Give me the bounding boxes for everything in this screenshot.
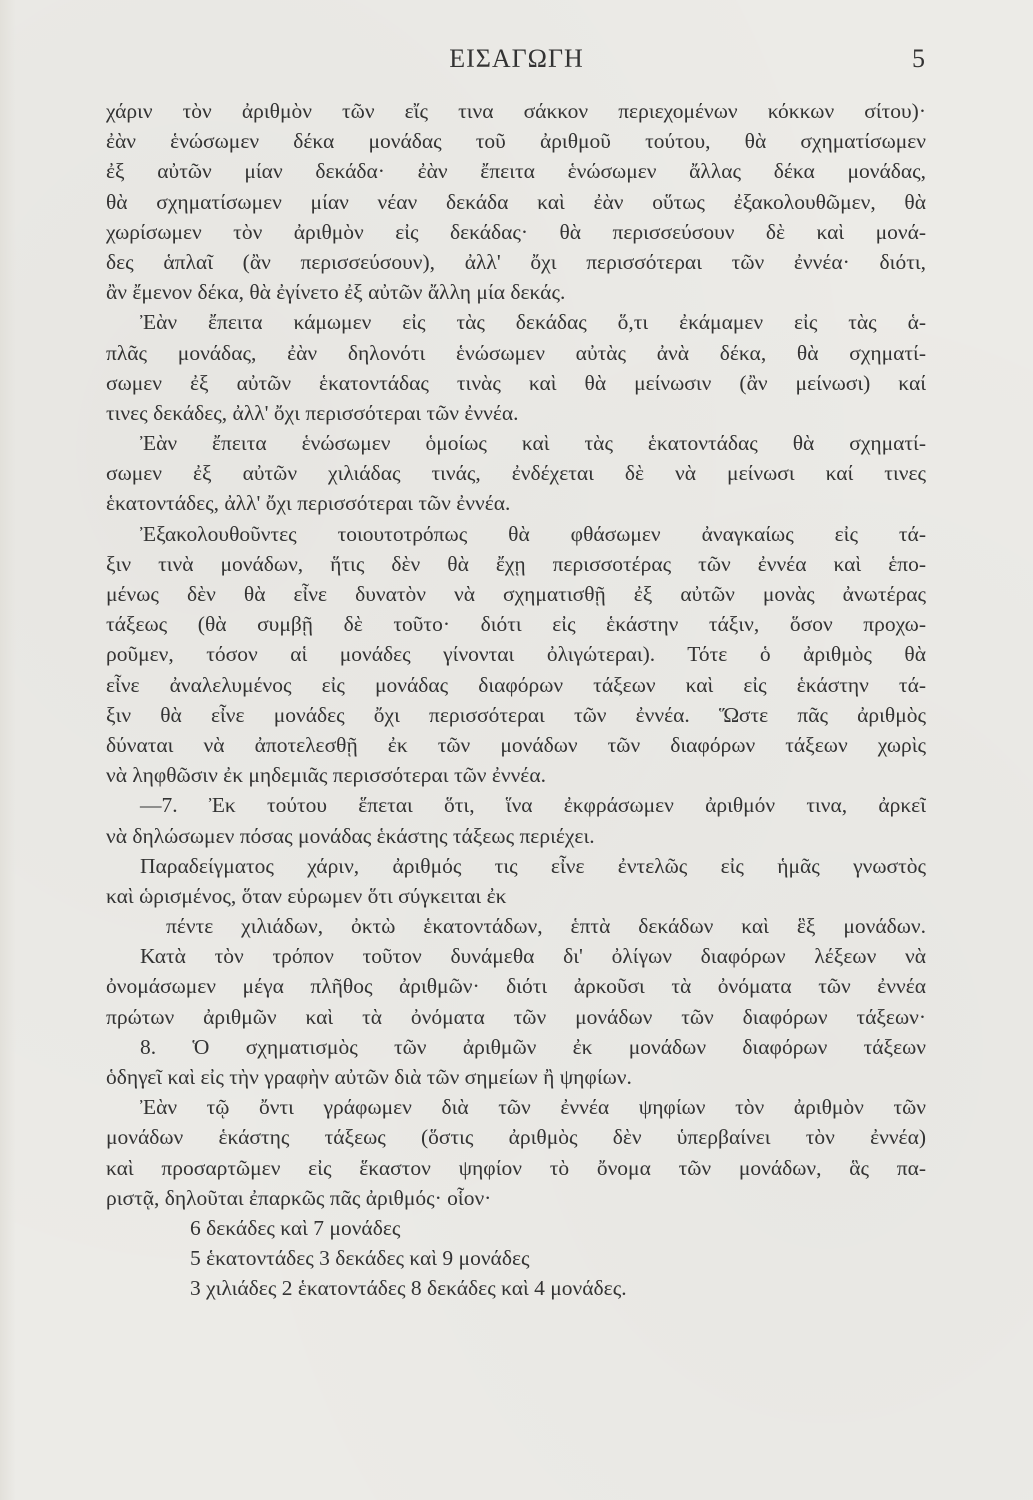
text-line: σωμεν ἐξ αὐτῶν χιλιάδας τινάς, ἐνδέχεται δὲ νὰ μείνωσι καί τινες bbox=[106, 461, 926, 486]
text-line: πλᾶς μονάδας, ἐὰν δηλονότι ἑνώσωμεν αὐτὰς ἀνὰ δέκα, θὰ σχηματί- bbox=[106, 340, 926, 365]
text-line: 8. Ὁ σχηματισμὸς τῶν ἀριθμῶν ἐκ μονάδων διαφόρων τάξεων bbox=[140, 1034, 926, 1059]
text-line: μονάδων ἑκάστης τάξεως (ὅστις ἀριθμὸς δὲν ὑπερβαίνει τὸν ἐννέα) bbox=[106, 1125, 926, 1150]
text-line: χάριν τὸν ἀριθμὸν τῶν εἴς τινα σάκκον περιεχομένων κόκκων σίτου)· bbox=[106, 99, 926, 123]
text-line: ἐὰν ἑνώσωμεν δέκα μονάδας τοῦ ἀριθμοῦ τούτου, θὰ σχηματίσωμεν bbox=[106, 129, 926, 154]
text-line: νὰ ληφθῶσιν ἐκ μηδεμιᾶς περισσότεραι τῶν ἐννέα. bbox=[106, 763, 546, 788]
text-line: ἑκατοντάδες, ἀλλ' ὄχι περισσότεραι τῶν ἐννέα. bbox=[106, 491, 511, 516]
text-line: τινες δεκάδες, ἀλλ' ὄχι περισσότεραι τῶν ἐννέα. bbox=[106, 400, 519, 425]
page-binding-edge bbox=[0, 0, 16, 1500]
text-line: ὁδηγεῖ καὶ εἰς τὴν γραφὴν αὐτῶν διὰ τῶν σημείων ἢ ψηφίων. bbox=[106, 1065, 632, 1089]
text-line: Παραδείγματος χάριν, ἀριθμός τις εἶνε ἐντελῶς εἰς ἡμᾶς γνωστὸς bbox=[140, 853, 926, 878]
page-number: 5 bbox=[912, 44, 925, 73]
text-line: Ἐὰν τῷ ὄντι γράφωμεν διὰ τῶν ἐννέα ψηφίων τὸν ἀριθμὸν τῶν bbox=[140, 1095, 926, 1120]
text-line: —7. Ἐκ τούτου ἕπεται ὅτι, ἵνα ἐκφράσωμεν ἀριθμόν τινα, ἀρκεῖ bbox=[140, 793, 926, 818]
page-header bbox=[0, 44, 1033, 84]
text-line: χωρίσωμεν τὸν ἀριθμὸν εἰς δεκάδας· θὰ περισσεύσουν δὲ καὶ μονά- bbox=[106, 219, 926, 244]
text-line: ριστᾷ, δηλοῦται ἐπαρκῶς πᾶς ἀριθμός· οἷον· bbox=[106, 1185, 492, 1210]
text-line: θὰ σχηματίσωμεν μίαν νέαν δεκάδα καὶ ἐὰν οὕτως ἐξακολουθῶμεν, θὰ bbox=[106, 189, 926, 214]
text-line: 6 δεκάδες καὶ 7 μονάδες bbox=[190, 1215, 401, 1240]
text-line: ἐξ αὐτῶν μίαν δεκάδα· ἐὰν ἔπειτα ἑνώσωμεν ἄλλας δέκα μονάδας, bbox=[106, 159, 926, 184]
text-line: 3 χιλιάδες 2 ἑκατοντάδες 8 δεκάδες καὶ 4 μονάδες. bbox=[190, 1276, 627, 1301]
text-line: Ἐὰν ἔπειτα ἑνώσωμεν ὁμοίως καὶ τὰς ἑκατοντάδας θὰ σχηματί- bbox=[140, 431, 926, 456]
text-line: ξιν τινὰ μονάδων, ἥτις δὲν θὰ ἔχῃ περισσοτέρας τῶν ἐννέα καὶ ἑπο- bbox=[106, 551, 926, 576]
text-line: τάξεως (θὰ συμβῇ δὲ τοῦτο· διότι εἰς ἑκάστην τάξιν, ὅσον προχω- bbox=[106, 612, 926, 637]
text-line: Ἐξακολουθοῦντες τοιουτοτρόπως θὰ φθάσωμεν ἀναγκαίως εἰς τά- bbox=[140, 521, 926, 546]
text-line: ροῦμεν, τόσον αἱ μονάδες γίνονται ὀλιγώτεραι). Τότε ὁ ἀριθμὸς θὰ bbox=[106, 642, 926, 667]
text-line: Ἐὰν ἔπειτα κάμωμεν εἰς τὰς δεκάδας ὅ,τι ἐκάμαμεν εἰς τὰς ἁ- bbox=[140, 310, 926, 335]
text-line: Κατὰ τὸν τρόπον τοῦτον δυνάμεθα δι' ὀλίγων διαφόρων λέξεων νὰ bbox=[140, 944, 926, 969]
text-line: καὶ προσαρτῶμεν εἰς ἕκαστον ψηφίον τὸ ὄνομα τῶν μονάδων, ἃς πα- bbox=[106, 1155, 926, 1180]
body-text bbox=[106, 96, 926, 1304]
text-line: ξιν θὰ εἶνε μονάδες ὄχι περισσότεραι τῶν ἐννέα. Ὥστε πᾶς ἀριθμὸς bbox=[106, 702, 926, 727]
text-line: πρώτων ἀριθμῶν καὶ τὰ ὀνόματα τῶν μονάδων τῶν διαφόρων τάξεων· bbox=[106, 1004, 926, 1029]
text-line: εἶνε ἀναλελυμένος εἰς μονάδας διαφόρων τάξεων καὶ εἰς ἑκάστην τά- bbox=[106, 672, 926, 697]
text-line: νὰ δηλώσωμεν πόσας μονάδας ἑκάστης τάξεως περιέχει. bbox=[106, 823, 595, 848]
text-line: 5 ἑκατοντάδες 3 δεκάδες καὶ 9 μονάδες bbox=[190, 1246, 530, 1271]
text-line: μένως δὲν θὰ εἶνε δυνατὸν νὰ σχηματισθῇ ἐξ αὐτῶν μονὰς ἀνωτέρας bbox=[106, 582, 926, 606]
text-line: ὀνομάσωμεν μέγα πλῆθος ἀριθμῶν· διότι ἀρκοῦσι τὰ ὀνόματα τῶν ἐννέα bbox=[106, 974, 926, 999]
text-line: καὶ ὡρισμένος, ὅταν εὑρωμεν ὅτι σύγκειται ἐκ bbox=[106, 883, 507, 908]
text-line: δύναται νὰ ἀποτελεσθῇ ἐκ τῶν μονάδων τῶν διαφόρων τάξεων χωρὶς bbox=[106, 732, 926, 757]
running-title: ΕΙΣΑΓΩΓΗ bbox=[449, 44, 584, 73]
text-line: ἂν ἔμενον δέκα, θὰ ἐγίνετο ἐξ αὐτῶν ἄλλη μία δεκάς. bbox=[106, 280, 566, 305]
text-line: δες ἁπλαῖ (ἂν περισσεύσουν), ἀλλ' ὄχι περισσότεραι τῶν ἐννέα· διότι, bbox=[106, 249, 926, 274]
text-line: σωμεν ἐξ αὐτῶν ἑκατοντάδας τινὰς καὶ θὰ μείνωσιν (ἂν μείνωσι) καί bbox=[106, 370, 926, 395]
text-line: πέντε χιλιάδων, ὀκτὼ ἑκατοντάδων, ἑπτὰ δεκάδων καὶ ἓξ μονάδων. bbox=[166, 914, 926, 939]
